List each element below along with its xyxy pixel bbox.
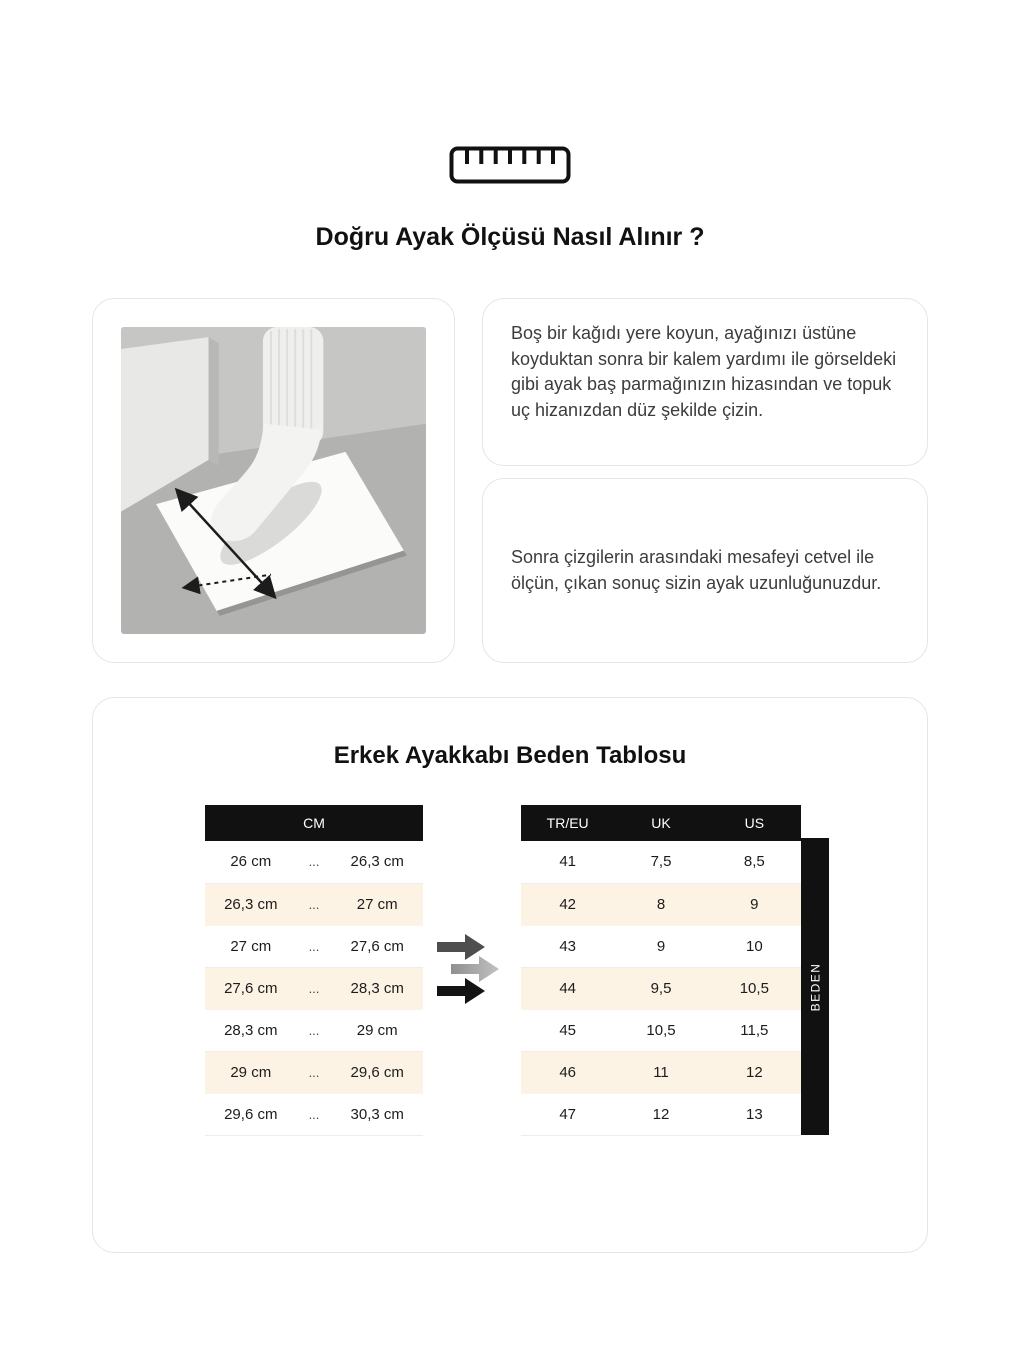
size-table-cell: 12 [614,1093,707,1135]
cm-to-cell: 30,3 cm [331,1093,423,1135]
ruler-icon [449,146,571,189]
size-conversion-table [521,805,801,1136]
instruction-step-2-text: Sonra çizgilerin arasındaki mesafeyi cetvel ile ölçün, çıkan sonuç sizin ayak uzunluğunuzdur. [511,546,882,593]
cm-table-row [205,967,423,1009]
size-table-cell: 43 [521,925,614,967]
cm-table [205,805,423,1136]
size-table-cell: 8,5 [708,841,801,883]
cm-table-row [205,841,423,883]
cm-from-cell: 26,3 cm [205,883,297,925]
size-table-cell: 11,5 [708,1009,801,1051]
cm-separator: ... [297,925,332,967]
instruction-step-1 [482,298,928,466]
size-table-row [521,1051,801,1093]
cm-separator: ... [297,1051,332,1093]
cm-table-row [205,1009,423,1051]
size-table-cell: 9,5 [614,967,707,1009]
size-table-cell: 13 [708,1093,801,1135]
cm-from-cell: 29,6 cm [205,1093,297,1135]
size-table-row [521,1093,801,1135]
cm-table-header-row [205,805,423,841]
cm-to-cell: 29,6 cm [331,1051,423,1093]
instruction-steps [482,298,928,663]
size-table-row [521,967,801,1009]
instruction-step-2 [482,478,928,663]
cm-table-row [205,1093,423,1135]
size-table-row [521,841,801,883]
cm-from-cell: 26 cm [205,841,297,883]
cm-separator: ... [297,967,332,1009]
size-table-body [521,841,801,1135]
size-table-header-cell: US [708,805,801,841]
size-table-cell: 8 [614,883,707,925]
ruler-icon-wrap [0,0,1020,189]
cm-to-cell: 28,3 cm [331,967,423,1009]
instructions-section [92,298,928,663]
beden-side-label-text: BEDEN [808,962,822,1011]
size-table-row [521,883,801,925]
size-table-header-cell: UK [614,805,707,841]
foot-measurement-photo [121,327,426,634]
cm-separator: ... [297,1093,332,1135]
size-table-cell: 10,5 [614,1009,707,1051]
size-table-header-row [521,805,801,841]
beden-side-label [801,838,829,1135]
size-table-cell: 11 [614,1051,707,1093]
cm-from-cell: 27 cm [205,925,297,967]
size-chart-title: Erkek Ayakkabı Beden Tablosu [333,742,687,769]
cm-to-cell: 29 cm [331,1009,423,1051]
size-table-cell: 45 [521,1009,614,1051]
cm-from-cell: 28,3 cm [205,1009,297,1051]
size-table-cell: 46 [521,1051,614,1093]
size-table-cell: 41 [521,841,614,883]
cm-from-cell: 29 cm [205,1051,297,1093]
cm-table-header: CM [205,805,423,841]
size-table-cell: 7,5 [614,841,707,883]
size-table-row [521,925,801,967]
page-title: Doğru Ayak Ölçüsü Nasıl Alınır ? [315,223,705,251]
cm-table-row [205,1051,423,1093]
double-right-arrows-icon [437,934,515,1004]
size-table-cell: 12 [708,1051,801,1093]
cm-from-cell: 27,6 cm [205,967,297,1009]
size-table-header-cell: TR/EU [521,805,614,841]
cm-table-row [205,883,423,925]
size-table-cell: 9 [614,925,707,967]
size-chart-card [92,697,928,1253]
size-table-row [521,1009,801,1051]
cm-separator: ... [297,1009,332,1051]
cm-table-body [205,841,423,1135]
size-table-cell: 44 [521,967,614,1009]
size-table-cell: 42 [521,883,614,925]
measurement-photo-card [92,298,455,663]
size-table-cell: 10 [708,925,801,967]
size-table-cell: 9 [708,883,801,925]
cm-table-row [205,925,423,967]
size-table-cell: 47 [521,1093,614,1135]
cm-separator: ... [297,841,332,883]
cm-to-cell: 27 cm [331,883,423,925]
size-table-cell: 10,5 [708,967,801,1009]
instruction-step-1-text: Boş bir kağıdı yere koyun, ayağınızı üstüne koyduktan sonra bir kalem yardımı ile görseldeki gibi ayak baş parmağınızın hizasından ve topuk uç hizanızdan düz şekilde çizin. [511,323,897,420]
cm-to-cell: 27,6 cm [331,925,423,967]
cm-to-cell: 26,3 cm [331,841,423,883]
cm-separator: ... [297,883,332,925]
